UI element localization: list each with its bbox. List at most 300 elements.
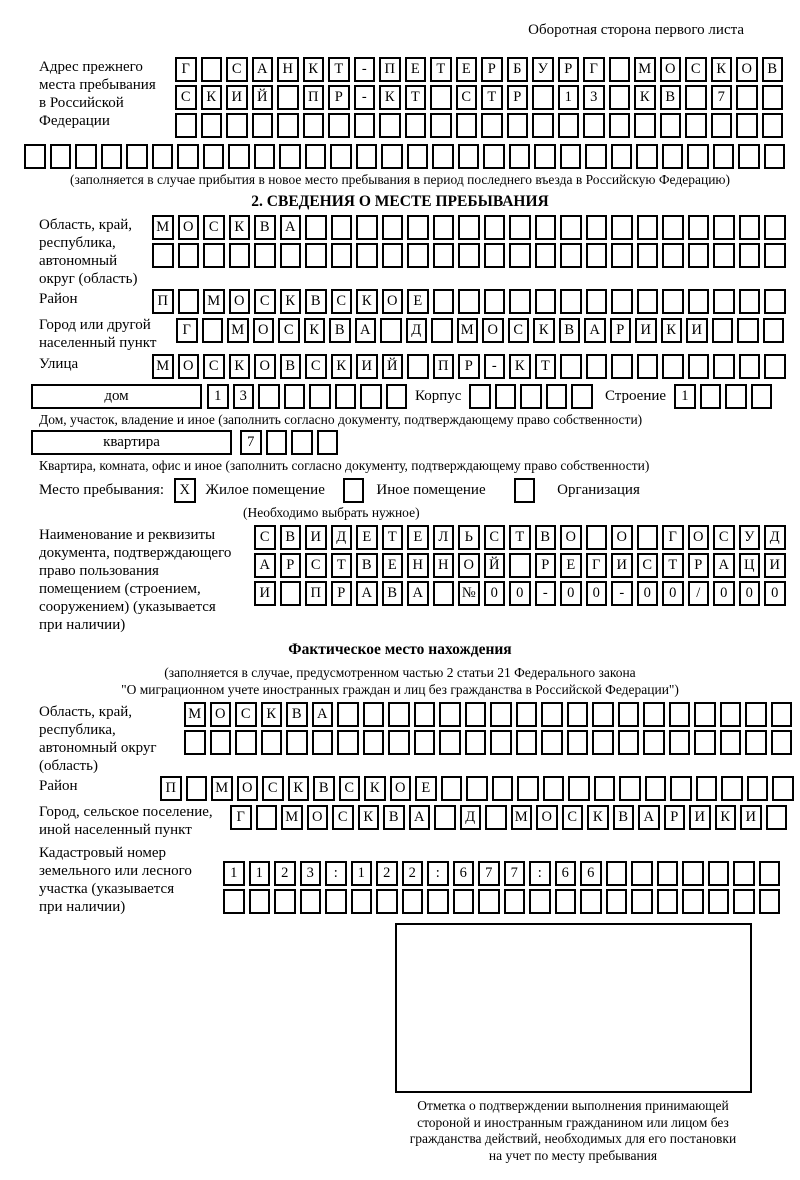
char-cell[interactable]: Е bbox=[407, 525, 429, 550]
char-cell[interactable] bbox=[469, 384, 491, 409]
char-cell[interactable]: Т bbox=[662, 553, 684, 578]
char-cell[interactable] bbox=[560, 243, 582, 268]
char-cell[interactable] bbox=[670, 776, 692, 801]
char-cell[interactable]: С bbox=[226, 57, 248, 82]
char-cell[interactable]: 7 bbox=[711, 85, 733, 110]
char-cell[interactable]: П bbox=[379, 57, 401, 82]
char-cell[interactable] bbox=[382, 243, 404, 268]
char-cell[interactable]: Р bbox=[558, 57, 580, 82]
char-cell[interactable] bbox=[631, 889, 653, 914]
char-cell[interactable]: И bbox=[635, 318, 657, 343]
char-cell[interactable]: И bbox=[689, 805, 711, 830]
char-cell[interactable] bbox=[594, 776, 616, 801]
char-cell[interactable]: Т bbox=[328, 57, 350, 82]
char-cell[interactable] bbox=[277, 113, 299, 138]
char-cell[interactable] bbox=[337, 730, 359, 755]
char-cell[interactable] bbox=[567, 730, 589, 755]
char-cell[interactable] bbox=[713, 289, 735, 314]
char-cell[interactable] bbox=[571, 384, 593, 409]
char-cell[interactable] bbox=[606, 889, 628, 914]
char-cell[interactable] bbox=[662, 289, 684, 314]
char-cell[interactable]: Д bbox=[764, 525, 786, 550]
char-cell[interactable]: Р bbox=[507, 85, 529, 110]
char-cell[interactable]: Е bbox=[560, 553, 582, 578]
char-cell[interactable] bbox=[739, 243, 761, 268]
char-cell[interactable] bbox=[201, 113, 223, 138]
char-cell[interactable] bbox=[256, 805, 278, 830]
char-cell[interactable]: Р bbox=[688, 553, 710, 578]
char-cell[interactable] bbox=[694, 702, 716, 727]
char-cell[interactable] bbox=[560, 144, 582, 169]
char-cell[interactable] bbox=[682, 861, 704, 886]
char-cell[interactable] bbox=[720, 730, 742, 755]
char-cell[interactable]: А bbox=[713, 553, 735, 578]
char-cell[interactable] bbox=[75, 144, 97, 169]
char-cell[interactable]: С bbox=[305, 354, 327, 379]
char-cell[interactable] bbox=[175, 113, 197, 138]
char-cell[interactable] bbox=[713, 243, 735, 268]
char-cell[interactable] bbox=[739, 354, 761, 379]
char-cell[interactable]: Ь bbox=[458, 525, 480, 550]
char-cell[interactable]: П bbox=[160, 776, 182, 801]
char-cell[interactable]: М bbox=[211, 776, 233, 801]
char-cell[interactable] bbox=[586, 243, 608, 268]
char-cell[interactable]: К bbox=[229, 354, 251, 379]
char-cell[interactable]: И bbox=[740, 805, 762, 830]
char-cell[interactable]: Т bbox=[509, 525, 531, 550]
char-cell[interactable] bbox=[335, 384, 357, 409]
char-cell[interactable] bbox=[700, 384, 722, 409]
char-cell[interactable]: И bbox=[305, 525, 327, 550]
char-cell[interactable]: 0 bbox=[637, 581, 659, 606]
char-cell[interactable] bbox=[662, 354, 684, 379]
char-cell[interactable]: У bbox=[739, 525, 761, 550]
char-cell[interactable] bbox=[643, 702, 665, 727]
char-cell[interactable] bbox=[388, 730, 410, 755]
char-cell[interactable] bbox=[682, 889, 704, 914]
char-cell[interactable] bbox=[284, 384, 306, 409]
char-cell[interactable] bbox=[254, 144, 276, 169]
char-cell[interactable] bbox=[407, 243, 429, 268]
char-cell[interactable] bbox=[504, 889, 526, 914]
char-cell[interactable]: О bbox=[660, 57, 682, 82]
char-cell[interactable] bbox=[764, 215, 786, 240]
char-cell[interactable]: Т bbox=[430, 57, 452, 82]
char-cell[interactable] bbox=[631, 861, 653, 886]
char-cell[interactable] bbox=[430, 113, 452, 138]
char-cell[interactable] bbox=[178, 289, 200, 314]
char-cell[interactable] bbox=[611, 243, 633, 268]
char-cell[interactable] bbox=[517, 776, 539, 801]
char-cell[interactable] bbox=[762, 113, 784, 138]
char-cell[interactable] bbox=[490, 702, 512, 727]
char-cell[interactable]: В bbox=[660, 85, 682, 110]
char-cell[interactable]: С bbox=[305, 553, 327, 578]
char-cell[interactable]: Р bbox=[458, 354, 480, 379]
char-cell[interactable] bbox=[733, 861, 755, 886]
char-cell[interactable]: 0 bbox=[586, 581, 608, 606]
char-cell[interactable] bbox=[634, 113, 656, 138]
char-cell[interactable] bbox=[772, 776, 794, 801]
char-cell[interactable]: В bbox=[613, 805, 635, 830]
char-cell[interactable]: В bbox=[535, 525, 557, 550]
char-cell[interactable]: 1 bbox=[674, 384, 696, 409]
char-cell[interactable]: О bbox=[736, 57, 758, 82]
char-cell[interactable]: П bbox=[303, 85, 325, 110]
char-cell[interactable]: 1 bbox=[223, 861, 245, 886]
char-cell[interactable] bbox=[606, 861, 628, 886]
char-cell[interactable] bbox=[186, 776, 208, 801]
char-cell[interactable] bbox=[745, 702, 767, 727]
char-cell[interactable]: 3 bbox=[300, 861, 322, 886]
char-cell[interactable]: К bbox=[533, 318, 555, 343]
char-cell[interactable]: С bbox=[235, 702, 257, 727]
char-cell[interactable] bbox=[484, 289, 506, 314]
char-cell[interactable] bbox=[720, 702, 742, 727]
char-cell[interactable] bbox=[331, 215, 353, 240]
char-cell[interactable] bbox=[305, 243, 327, 268]
char-cell[interactable] bbox=[458, 215, 480, 240]
char-cell[interactable]: О bbox=[458, 553, 480, 578]
char-cell[interactable]: А bbox=[280, 215, 302, 240]
char-cell[interactable]: К bbox=[229, 215, 251, 240]
char-cell[interactable]: К bbox=[634, 85, 656, 110]
char-cell[interactable] bbox=[771, 702, 793, 727]
char-cell[interactable]: 1 bbox=[207, 384, 229, 409]
char-cell[interactable]: К bbox=[587, 805, 609, 830]
char-cell[interactable] bbox=[328, 113, 350, 138]
char-cell[interactable]: 0 bbox=[509, 581, 531, 606]
char-cell[interactable]: / bbox=[688, 581, 710, 606]
char-cell[interactable]: С bbox=[508, 318, 530, 343]
char-cell[interactable] bbox=[431, 318, 453, 343]
char-cell[interactable] bbox=[291, 430, 313, 455]
char-cell[interactable]: Е bbox=[456, 57, 478, 82]
char-cell[interactable] bbox=[611, 289, 633, 314]
char-cell[interactable]: № bbox=[458, 581, 480, 606]
char-cell[interactable]: С bbox=[685, 57, 707, 82]
char-cell[interactable] bbox=[466, 776, 488, 801]
char-cell[interactable] bbox=[228, 144, 250, 169]
char-cell[interactable] bbox=[688, 354, 710, 379]
char-cell[interactable] bbox=[381, 144, 403, 169]
char-cell[interactable]: 2 bbox=[274, 861, 296, 886]
char-cell[interactable] bbox=[696, 776, 718, 801]
char-cell[interactable] bbox=[386, 384, 408, 409]
char-cell[interactable]: 6 bbox=[453, 861, 475, 886]
char-cell[interactable] bbox=[178, 243, 200, 268]
char-cell[interactable]: В bbox=[254, 215, 276, 240]
char-cell[interactable]: М bbox=[152, 215, 174, 240]
char-cell[interactable]: В bbox=[280, 354, 302, 379]
char-cell[interactable] bbox=[356, 144, 378, 169]
char-cell[interactable] bbox=[532, 85, 554, 110]
char-cell[interactable]: А bbox=[407, 581, 429, 606]
char-cell[interactable]: О bbox=[307, 805, 329, 830]
char-cell[interactable] bbox=[737, 318, 759, 343]
char-cell[interactable] bbox=[764, 354, 786, 379]
char-cell[interactable]: Б bbox=[507, 57, 529, 82]
char-cell[interactable] bbox=[249, 889, 271, 914]
char-cell[interactable]: Т bbox=[535, 354, 557, 379]
char-cell[interactable] bbox=[458, 243, 480, 268]
char-cell[interactable]: : bbox=[529, 861, 551, 886]
char-cell[interactable] bbox=[317, 430, 339, 455]
char-cell[interactable]: 0 bbox=[713, 581, 735, 606]
char-cell[interactable] bbox=[560, 289, 582, 314]
char-cell[interactable] bbox=[611, 215, 633, 240]
char-cell[interactable] bbox=[567, 702, 589, 727]
char-cell[interactable] bbox=[586, 354, 608, 379]
char-cell[interactable] bbox=[662, 243, 684, 268]
char-cell[interactable] bbox=[439, 702, 461, 727]
char-cell[interactable] bbox=[637, 289, 659, 314]
char-cell[interactable] bbox=[254, 243, 276, 268]
char-cell[interactable] bbox=[456, 113, 478, 138]
char-cell[interactable] bbox=[739, 215, 761, 240]
char-cell[interactable]: С bbox=[562, 805, 584, 830]
char-cell[interactable] bbox=[618, 730, 640, 755]
char-cell[interactable] bbox=[721, 776, 743, 801]
char-cell[interactable]: 0 bbox=[484, 581, 506, 606]
char-cell[interactable] bbox=[558, 113, 580, 138]
char-cell[interactable]: Й bbox=[252, 85, 274, 110]
char-cell[interactable]: В bbox=[305, 289, 327, 314]
char-cell[interactable]: Д bbox=[460, 805, 482, 830]
char-cell[interactable] bbox=[585, 144, 607, 169]
char-cell[interactable]: С bbox=[484, 525, 506, 550]
char-cell[interactable] bbox=[126, 144, 148, 169]
char-cell[interactable]: И bbox=[226, 85, 248, 110]
char-cell[interactable]: В bbox=[762, 57, 784, 82]
char-cell[interactable]: Г bbox=[230, 805, 252, 830]
char-cell[interactable] bbox=[279, 144, 301, 169]
char-cell[interactable] bbox=[433, 243, 455, 268]
char-cell[interactable] bbox=[586, 215, 608, 240]
char-cell[interactable] bbox=[351, 889, 373, 914]
char-cell[interactable] bbox=[708, 889, 730, 914]
char-cell[interactable] bbox=[337, 702, 359, 727]
char-cell[interactable]: М bbox=[281, 805, 303, 830]
char-cell[interactable]: Р bbox=[331, 581, 353, 606]
char-cell[interactable] bbox=[611, 144, 633, 169]
char-cell[interactable] bbox=[305, 215, 327, 240]
char-cell[interactable] bbox=[441, 776, 463, 801]
char-cell[interactable]: О bbox=[237, 776, 259, 801]
char-cell[interactable]: С bbox=[203, 215, 225, 240]
char-cell[interactable]: 0 bbox=[739, 581, 761, 606]
char-cell[interactable]: К bbox=[303, 57, 325, 82]
char-cell[interactable]: О bbox=[560, 525, 582, 550]
char-cell[interactable] bbox=[101, 144, 123, 169]
char-cell[interactable] bbox=[402, 889, 424, 914]
char-cell[interactable] bbox=[609, 113, 631, 138]
char-cell[interactable]: 0 bbox=[560, 581, 582, 606]
char-cell[interactable] bbox=[516, 730, 538, 755]
char-cell[interactable] bbox=[261, 730, 283, 755]
char-cell[interactable] bbox=[379, 113, 401, 138]
char-cell[interactable]: О bbox=[253, 318, 275, 343]
char-cell[interactable] bbox=[330, 144, 352, 169]
char-cell[interactable] bbox=[609, 57, 631, 82]
char-cell[interactable] bbox=[453, 889, 475, 914]
char-cell[interactable]: М bbox=[511, 805, 533, 830]
char-cell[interactable] bbox=[405, 113, 427, 138]
char-cell[interactable]: И bbox=[254, 581, 276, 606]
char-cell[interactable]: Г bbox=[176, 318, 198, 343]
char-cell[interactable]: В bbox=[559, 318, 581, 343]
char-cell[interactable] bbox=[223, 889, 245, 914]
char-cell[interactable]: А bbox=[252, 57, 274, 82]
char-cell[interactable]: В bbox=[356, 553, 378, 578]
char-cell[interactable] bbox=[520, 384, 542, 409]
char-cell[interactable] bbox=[745, 730, 767, 755]
char-cell[interactable] bbox=[203, 243, 225, 268]
char-cell[interactable] bbox=[660, 113, 682, 138]
char-cell[interactable] bbox=[507, 113, 529, 138]
char-cell[interactable]: У bbox=[532, 57, 554, 82]
char-cell[interactable] bbox=[694, 730, 716, 755]
char-cell[interactable]: С bbox=[203, 354, 225, 379]
char-cell[interactable]: К bbox=[711, 57, 733, 82]
char-cell[interactable] bbox=[226, 113, 248, 138]
char-cell[interactable] bbox=[568, 776, 590, 801]
char-cell[interactable]: К bbox=[358, 805, 380, 830]
char-cell[interactable] bbox=[465, 702, 487, 727]
char-cell[interactable]: А bbox=[312, 702, 334, 727]
char-cell[interactable]: В bbox=[383, 805, 405, 830]
char-cell[interactable]: И bbox=[356, 354, 378, 379]
char-cell[interactable]: О bbox=[178, 215, 200, 240]
char-cell[interactable]: Р bbox=[610, 318, 632, 343]
char-cell[interactable]: Ц bbox=[739, 553, 761, 578]
char-cell[interactable]: О bbox=[688, 525, 710, 550]
char-cell[interactable] bbox=[535, 243, 557, 268]
char-cell[interactable]: М bbox=[152, 354, 174, 379]
char-cell[interactable] bbox=[685, 113, 707, 138]
char-cell[interactable]: О bbox=[210, 702, 232, 727]
char-cell[interactable]: 1 bbox=[249, 861, 271, 886]
char-cell[interactable] bbox=[669, 702, 691, 727]
char-cell[interactable]: С bbox=[456, 85, 478, 110]
char-cell[interactable] bbox=[495, 384, 517, 409]
char-cell[interactable] bbox=[24, 144, 46, 169]
char-cell[interactable] bbox=[560, 354, 582, 379]
char-cell[interactable] bbox=[555, 889, 577, 914]
char-cell[interactable] bbox=[688, 243, 710, 268]
char-cell[interactable]: М bbox=[227, 318, 249, 343]
char-cell[interactable] bbox=[258, 384, 280, 409]
char-cell[interactable]: С bbox=[331, 289, 353, 314]
char-cell[interactable] bbox=[733, 889, 755, 914]
char-cell[interactable]: П bbox=[433, 354, 455, 379]
char-cell[interactable] bbox=[356, 243, 378, 268]
char-cell[interactable] bbox=[747, 776, 769, 801]
char-cell[interactable] bbox=[492, 776, 514, 801]
char-cell[interactable] bbox=[736, 85, 758, 110]
char-cell[interactable]: О bbox=[611, 525, 633, 550]
char-cell[interactable]: Р bbox=[328, 85, 350, 110]
char-cell[interactable] bbox=[657, 861, 679, 886]
char-cell[interactable]: Т bbox=[481, 85, 503, 110]
char-cell[interactable]: К bbox=[304, 318, 326, 343]
char-cell[interactable] bbox=[509, 243, 531, 268]
char-cell[interactable]: 3 bbox=[233, 384, 255, 409]
char-cell[interactable]: Т bbox=[405, 85, 427, 110]
char-cell[interactable] bbox=[380, 318, 402, 343]
char-cell[interactable]: О bbox=[482, 318, 504, 343]
char-cell[interactable] bbox=[738, 144, 760, 169]
char-cell[interactable] bbox=[407, 354, 429, 379]
char-cell[interactable] bbox=[583, 113, 605, 138]
char-cell[interactable] bbox=[50, 144, 72, 169]
char-cell[interactable]: М bbox=[634, 57, 656, 82]
char-cell[interactable] bbox=[458, 144, 480, 169]
char-cell[interactable] bbox=[764, 289, 786, 314]
char-cell[interactable]: Й bbox=[382, 354, 404, 379]
char-cell[interactable] bbox=[534, 144, 556, 169]
char-cell[interactable] bbox=[637, 354, 659, 379]
char-cell[interactable] bbox=[609, 85, 631, 110]
char-cell[interactable]: М bbox=[457, 318, 479, 343]
char-cell[interactable]: О bbox=[382, 289, 404, 314]
char-cell[interactable] bbox=[202, 318, 224, 343]
char-cell[interactable] bbox=[764, 243, 786, 268]
char-cell[interactable]: С bbox=[339, 776, 361, 801]
char-cell[interactable]: К bbox=[715, 805, 737, 830]
char-cell[interactable]: В bbox=[313, 776, 335, 801]
char-cell[interactable]: К bbox=[261, 702, 283, 727]
char-cell[interactable]: Р bbox=[664, 805, 686, 830]
char-cell[interactable] bbox=[543, 776, 565, 801]
char-cell[interactable]: С bbox=[262, 776, 284, 801]
char-cell[interactable] bbox=[414, 702, 436, 727]
char-cell[interactable]: : bbox=[427, 861, 449, 886]
char-cell[interactable]: - bbox=[611, 581, 633, 606]
char-cell[interactable]: А bbox=[355, 318, 377, 343]
checkbox-zhiloe[interactable]: X bbox=[174, 478, 196, 503]
char-cell[interactable]: Е bbox=[405, 57, 427, 82]
char-cell[interactable]: И bbox=[686, 318, 708, 343]
checkbox-inoe[interactable] bbox=[343, 478, 365, 503]
char-cell[interactable] bbox=[484, 243, 506, 268]
char-cell[interactable]: Е bbox=[415, 776, 437, 801]
char-cell[interactable]: Г bbox=[175, 57, 197, 82]
char-cell[interactable]: И bbox=[764, 553, 786, 578]
char-cell[interactable] bbox=[433, 289, 455, 314]
char-cell[interactable]: М bbox=[184, 702, 206, 727]
char-cell[interactable] bbox=[751, 384, 773, 409]
char-cell[interactable]: А bbox=[356, 581, 378, 606]
char-cell[interactable] bbox=[363, 730, 385, 755]
char-cell[interactable] bbox=[771, 730, 793, 755]
char-cell[interactable]: Н bbox=[433, 553, 455, 578]
char-cell[interactable] bbox=[687, 144, 709, 169]
char-cell[interactable]: 3 bbox=[583, 85, 605, 110]
char-cell[interactable]: 1 bbox=[558, 85, 580, 110]
char-cell[interactable] bbox=[356, 215, 378, 240]
char-cell[interactable]: С bbox=[637, 553, 659, 578]
char-cell[interactable]: Т bbox=[331, 553, 353, 578]
char-cell[interactable]: 6 bbox=[555, 861, 577, 886]
char-cell[interactable]: И bbox=[611, 553, 633, 578]
char-cell[interactable] bbox=[618, 702, 640, 727]
char-cell[interactable] bbox=[532, 113, 554, 138]
char-cell[interactable] bbox=[541, 730, 563, 755]
char-cell[interactable] bbox=[235, 730, 257, 755]
char-cell[interactable] bbox=[759, 889, 781, 914]
char-cell[interactable]: С bbox=[332, 805, 354, 830]
